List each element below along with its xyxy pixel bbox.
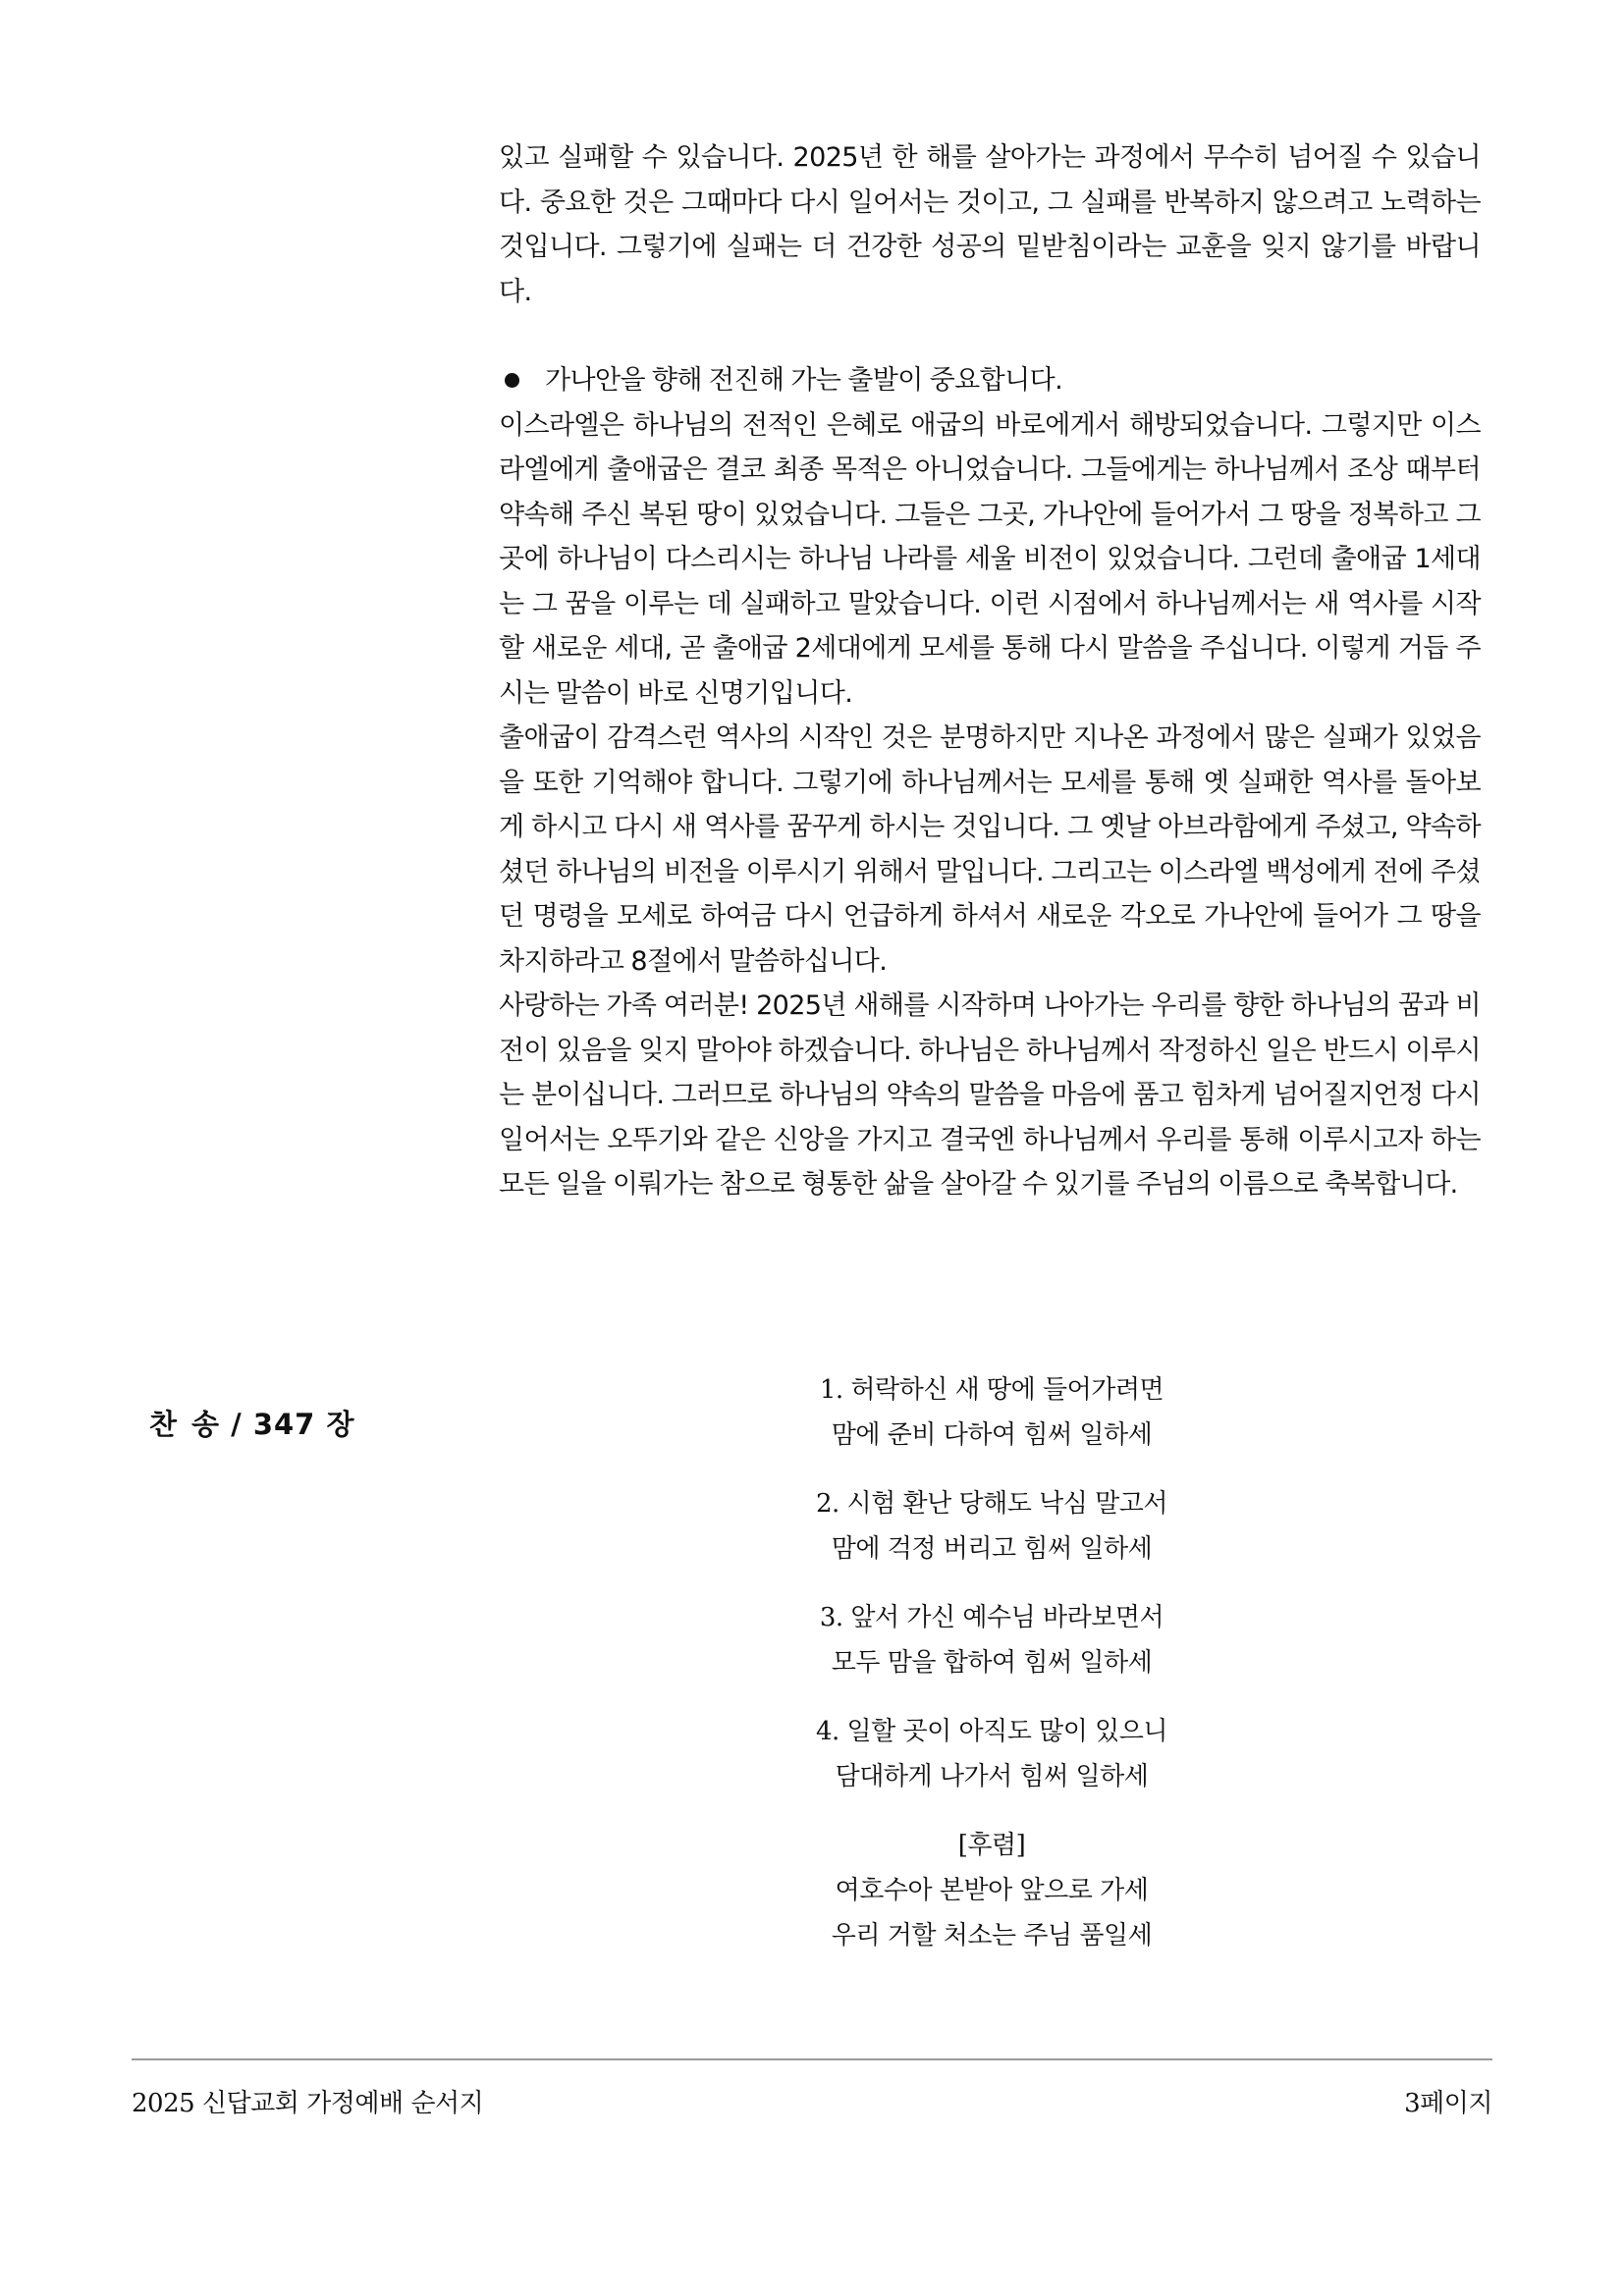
hymn-chorus xyxy=(687,1823,1296,1958)
hymn-label xyxy=(149,1403,354,1443)
hymn-verse-line: 맘에 준비 다하여 힘써 일하세 xyxy=(831,1420,1153,1450)
hymn-chorus-title: [후렴] xyxy=(957,1831,1026,1860)
hymn-chorus-line: 우리 거할 처소는 주님 품일세 xyxy=(831,1921,1153,1950)
hymn-label-part1: 찬 xyxy=(149,1408,179,1441)
hymn-verse-line: 2. 시험 환난 당해도 낙심 말고서 xyxy=(815,1489,1168,1519)
hymn-verse-line: 3. 앞서 가신 예수님 바라보면서 xyxy=(819,1603,1164,1632)
sermon-paragraph-3: 출애굽이 감격스런 역사의 시작인 것은 분명하지만 지나온 과정에서 많은 실패가 있었음을 또한 기억해야 합니다. 그렇기에 하나님께서는 모세를 통해 옛 실패한 역사를 돌아보게 하시고 다시 새 역사를 꿈꾸게 하시는 것입니다. 그 옛날 아브라함에게 주셨고, 약속하셨던 하나님의 비전을 이루시기 위해서 말입니다. 그리고는 이스라엘 백성에게 전에 주셨던 명령을 모세로 하여금 다시 언급하게 하셔서 새로운 각오로 가나안에 들어가 그 땅을 차지하라고 8절에서 말씀하십니다. xyxy=(499,722,1481,977)
sermon-paragraph-4: 사랑하는 가족 여러분! 2025년 새해를 시작하며 나아가는 우리를 향한 하나님의 꿈과 비전이 있음을 잊지 말아야 하겠습니다. 하나님은 하나님께서 작정하신 일은 반드시 이루시는 분이십니다. 그러므로 하나님의 약속의 말씀을 마음에 품고 힘차게 넘어질지언정 다시 일어서는 오뚜기와 같은 신앙을 가지고 결국엔 하나님께서 우리를 통해 이루시고자 하는 모든 일을 이뤄가는 참으로 형통한 삶을 살아갈 수 있기를 주님의 이름으로 축복합니다. xyxy=(499,990,1481,1200)
hymn-verse-line: 담대하게 나가서 힘써 일하세 xyxy=(835,1762,1149,1791)
hymn-verse-line: 1. 허락하신 새 땅에 들어가려면 xyxy=(819,1375,1164,1405)
sermon-paragraph-2: 이스라엘은 하나님의 전적인 은혜로 애굽의 바로에게서 해방되었습니다. 그렇지만 이스라엘에게 출애굽은 결코 최종 목적은 아니었습니다. 그들에게는 하나님께서 조상 때부터 약속해 주신 복된 땅이 있었습니다. 그들은 그곳, 가나안에 들어가서 그 땅을 정복하고 그곳에 하나님이 다스리시는 하나님 나라를 세울 비전이 있었습니다. 그런데 출애굽 1세대는 그 꿈을 이루는 데 실패하고 말았습니다. 이런 시점에서 하나님께서는 새 역사를 시작할 새로운 세대, 곧 출애굽 2세대에게 모세를 통해 다시 말씀을 주십니다. 이렇게 거듭 주시는 말씀이 바로 신명기입니다. xyxy=(499,409,1481,709)
footer-divider xyxy=(132,2058,1492,2060)
sermon-paragraph-continuation: 있고 실패할 수 있습니다. 2025년 한 해를 살아가는 과정에서 무수히 넘어질 수 있습니다. 중요한 것은 그때마다 다시 일어서는 것이고, 그 실패를 반복하지 않으려고 노력하는 것입니다. 그렇기에 실패는 더 건강한 성공의 밑받침이라는 교훈을 잊지 않기를 바랍니다. xyxy=(499,142,1481,307)
hymn-verse-2 xyxy=(687,1481,1296,1572)
hymn-verse-line: 4. 일할 곳이 아직도 많이 있으니 xyxy=(815,1717,1168,1746)
hymn-verse-line: 맘에 걱정 버리고 힘써 일하세 xyxy=(831,1534,1153,1564)
hymn-verse-4 xyxy=(687,1709,1296,1799)
bullet-icon xyxy=(505,373,519,388)
hymn-verse-3 xyxy=(687,1595,1296,1685)
bullet-heading-line xyxy=(499,358,1481,403)
hymn-lyrics xyxy=(687,1367,1296,1958)
bullet-heading: 가나안을 향해 전진해 가는 출발이 중요합니다. xyxy=(545,365,1063,396)
hymn-label-part2: 송 / 347 장 xyxy=(191,1408,355,1441)
sermon-body xyxy=(499,135,1481,1207)
footer-document-title: 2025 신답교회 가정예배 순서지 xyxy=(132,2089,484,2118)
hymn-verse-line: 모두 맘을 합하여 힘써 일하세 xyxy=(831,1648,1153,1678)
hymn-chorus-line: 여호수아 본받아 앞으로 가세 xyxy=(835,1876,1149,1905)
footer-page-number: 3페이지 xyxy=(1404,2089,1492,2118)
hymn-verse-1 xyxy=(687,1367,1296,1458)
